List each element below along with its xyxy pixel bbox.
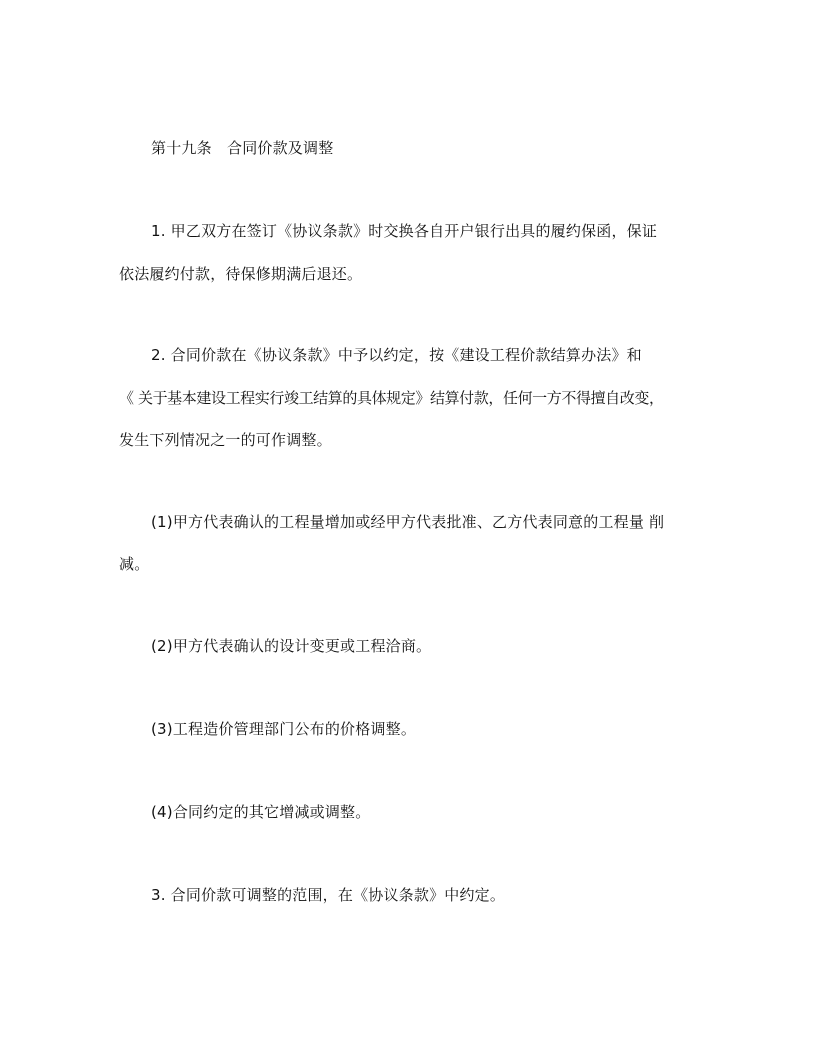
subclause-1-line-2: 减。 xyxy=(119,555,150,573)
subclause-1-line-1: (1)甲方代表确认的工程量增加或经甲方代表批准、乙方代表同意的工程量 削 xyxy=(151,513,665,531)
clause-2-line-2: 《 关于基本建设工程实行竣工结算的具体规定》结算付款，任何一方不得擅自改变， xyxy=(119,389,664,407)
clause-1-line-2: 依法履约付款，待保修期满后退还。 xyxy=(119,265,363,283)
clause-1-line-1: 1. 甲乙双方在签订《协议条款》时交换各自开户银行出具的履约保函，保证 xyxy=(151,222,658,240)
subclause-3: (3)工程造价管理部门公布的价格调整。 xyxy=(151,720,417,738)
clause-3: 3. 合同价款可调整的范围，在《协议条款》中约定。 xyxy=(151,886,506,904)
clause-2-line-1: 2. 合同价款在《协议条款》中予以约定，按《建设工程价款结算办法》和 xyxy=(151,346,642,364)
clause-2-line-3: 发生下列情况之一的可作调整。 xyxy=(119,431,332,449)
subclause-2: (2)甲方代表确认的设计变更或工程洽商。 xyxy=(151,637,432,655)
subclause-4: (4)合同约定的其它增减或调整。 xyxy=(151,803,371,821)
article-title: 第十九条 合同价款及调整 xyxy=(151,139,334,157)
